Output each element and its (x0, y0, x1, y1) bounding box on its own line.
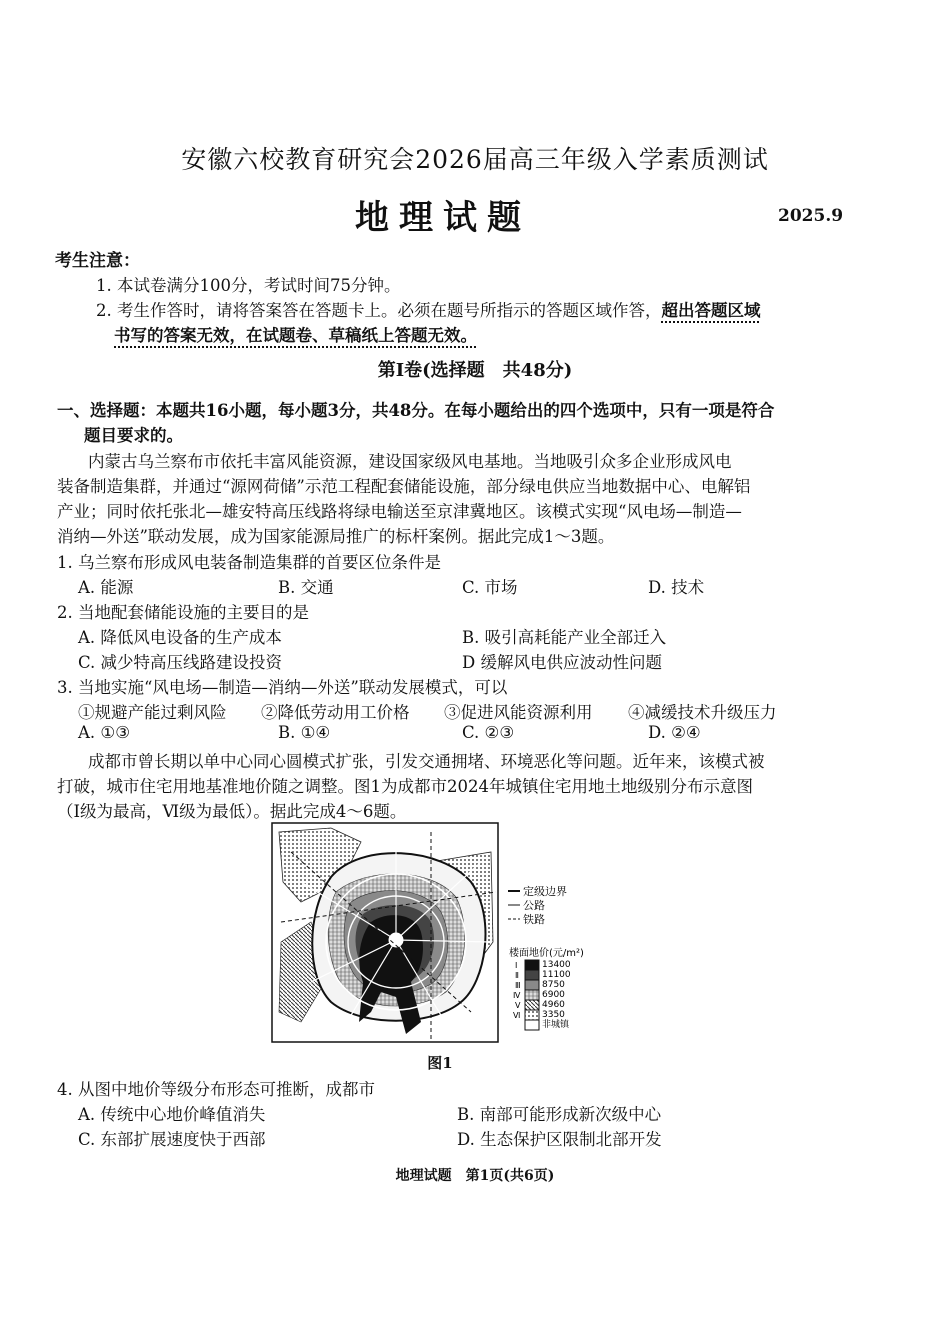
notice-item-2-text: 2. 考生作答时，请将答案答在答题卡上。必须在题号所指示的答题区域作答， (96, 301, 662, 320)
passage-2-line: （Ⅰ级为最高，Ⅵ级为最低）。据此完成4～6题。 (57, 802, 407, 821)
q3-statement-3: ③促进风能资源利用 (444, 703, 593, 722)
legend-railway-label: 铁路 (523, 913, 545, 926)
q3-option-b: B. ①④ (278, 723, 331, 742)
legend-grade-label: Ⅱ (515, 971, 519, 980)
notice-item-2 (96, 297, 761, 321)
q4-option-d: D. 生态保护区限制北部开发 (457, 1130, 662, 1149)
section-instruction-continued: 题目要求的。 (84, 426, 183, 445)
figure-caption: 图1 (427, 1054, 453, 1072)
q2-option-d: D 缓解风电供应波动性问题 (462, 653, 662, 672)
q3-option-c: C. ②③ (462, 723, 515, 742)
legend-price-value: 13400 (542, 960, 571, 970)
legend-grade-label: Ⅴ (515, 1001, 521, 1010)
passage-2-line: 成都市曾长期以单中心同心圆模式扩张，引发交通拥堵、环境恶化等问题。近年来，该模式被 (88, 752, 765, 771)
passage-1-line: 内蒙古乌兰察布市依托丰富风能资源，建设国家级风电基地。当地吸引众多企业形成风电 (88, 452, 732, 471)
notice-item-2-continuation: 书写的答案无效，在试题卷、草稿纸上答题无效。 (114, 326, 477, 345)
exam-title: 安徽六校教育研究会2026届高三年级入学素质测试 (181, 145, 769, 174)
legend-grade-label: Ⅲ (515, 981, 521, 990)
legend-swatch-grade-6 (525, 1010, 539, 1020)
legend-price-value: 4960 (542, 1000, 565, 1010)
map-figure (271, 822, 611, 1044)
legend-swatch-grade-1 (525, 960, 539, 970)
legend-swatch-non-urban (525, 1020, 539, 1030)
question-3-stem: 3. 当地实施“风电场—制造—消纳—外送”联动发展模式，可以 (57, 678, 508, 697)
passage-1-line: 产业；同时依托张北—雄安特高压线路将绿电输送至京津冀地区。该模式实现“风电场—制造— (57, 502, 742, 521)
q1-option-a: A. 能源 (78, 578, 134, 597)
legend-swatch-grade-5 (525, 1000, 539, 1010)
legend-boundary-label: 定级边界 (523, 885, 567, 898)
question-4-stem: 4. 从图中地价等级分布形态可推断，成都市 (57, 1080, 375, 1099)
q1-option-d: D. 技术 (648, 578, 705, 597)
passage-1-line: 消纳—外送”联动发展，成为国家能源局推广的标杆案例。据此完成1～3题。 (57, 527, 615, 546)
passage-2-line: 打破，城市住宅用地基准地价随之调整。图1为成都市2024年城镇住宅用地土地级别分布示意图 (57, 777, 753, 796)
subject-title: 地理试题 (355, 198, 531, 238)
notice-heading: 考生注意： (55, 251, 140, 271)
legend-swatch-grade-2 (525, 970, 539, 980)
q2-option-b: B. 吸引高耗能产业全部迁入 (462, 628, 667, 647)
question-2-stem: 2. 当地配套储能设施的主要目的是 (57, 603, 309, 622)
q3-statement-2: ②降低劳动用工价格 (261, 703, 410, 722)
question-1-stem: 1. 乌兰察布形成风电装备制造集群的首要区位条件是 (57, 553, 441, 572)
q3-statement-4: ④减缓技术升级压力 (628, 703, 777, 722)
q2-option-a: A. 降低风电设备的生产成本 (78, 628, 282, 647)
q1-option-c: C. 市场 (462, 578, 518, 597)
legend-swatch-grade-4 (525, 990, 539, 1000)
q4-option-a: A. 传统中心地价峰值消失 (78, 1105, 266, 1124)
legend-road-label: 公路 (523, 899, 545, 912)
notice-item-2-emphasis: 超出答题区域 (661, 301, 761, 320)
q3-option-a: A. ①③ (78, 723, 130, 742)
page-footer: 地理试题 第1页(共6页) (395, 1168, 555, 1184)
q1-option-b: B. 交通 (278, 578, 334, 597)
legend-price-value: 3350 (542, 1010, 565, 1020)
q4-option-c: C. 东部扩展速度快于西部 (78, 1130, 266, 1149)
q4-option-b: B. 南部可能形成新次级中心 (457, 1105, 662, 1124)
notice-item-1: 1. 本试卷满分100分，考试时间75分钟。 (96, 276, 401, 295)
chengdu-land-price-map (271, 822, 611, 1044)
legend-price-value: 6900 (542, 990, 565, 1000)
legend-grade-label: Ⅳ (513, 991, 521, 1000)
legend-grade-label: Ⅵ (513, 1011, 521, 1020)
q3-option-d: D. ②④ (648, 723, 701, 742)
q2-option-c: C. 减少特高压线路建设投资 (78, 653, 283, 672)
legend-price-value: 8750 (542, 980, 565, 990)
legend-swatch-grade-3 (525, 980, 539, 990)
q3-statement-1: ①规避产能过剩风险 (78, 703, 227, 722)
section-title: 第Ⅰ卷(选择题 共48分) (377, 360, 573, 381)
section-instruction: 一、选择题：本题共16小题，每小题3分，共48分。在每小题给出的四个选项中，只有一项是符合 (57, 401, 775, 420)
legend-price-value: 非城镇 (542, 1020, 570, 1030)
exam-date: 2025.9 (778, 206, 844, 226)
passage-1-line: 装备制造集群，并通过“源网荷储”示范工程配套储能设施，部分绿电供应当地数据中心、电解铝 (57, 477, 751, 496)
legend-grade-label: Ⅰ (515, 961, 518, 970)
legend-price-title: 楼面地价(元/m²) (509, 948, 584, 959)
legend-price-value: 11100 (542, 970, 571, 980)
